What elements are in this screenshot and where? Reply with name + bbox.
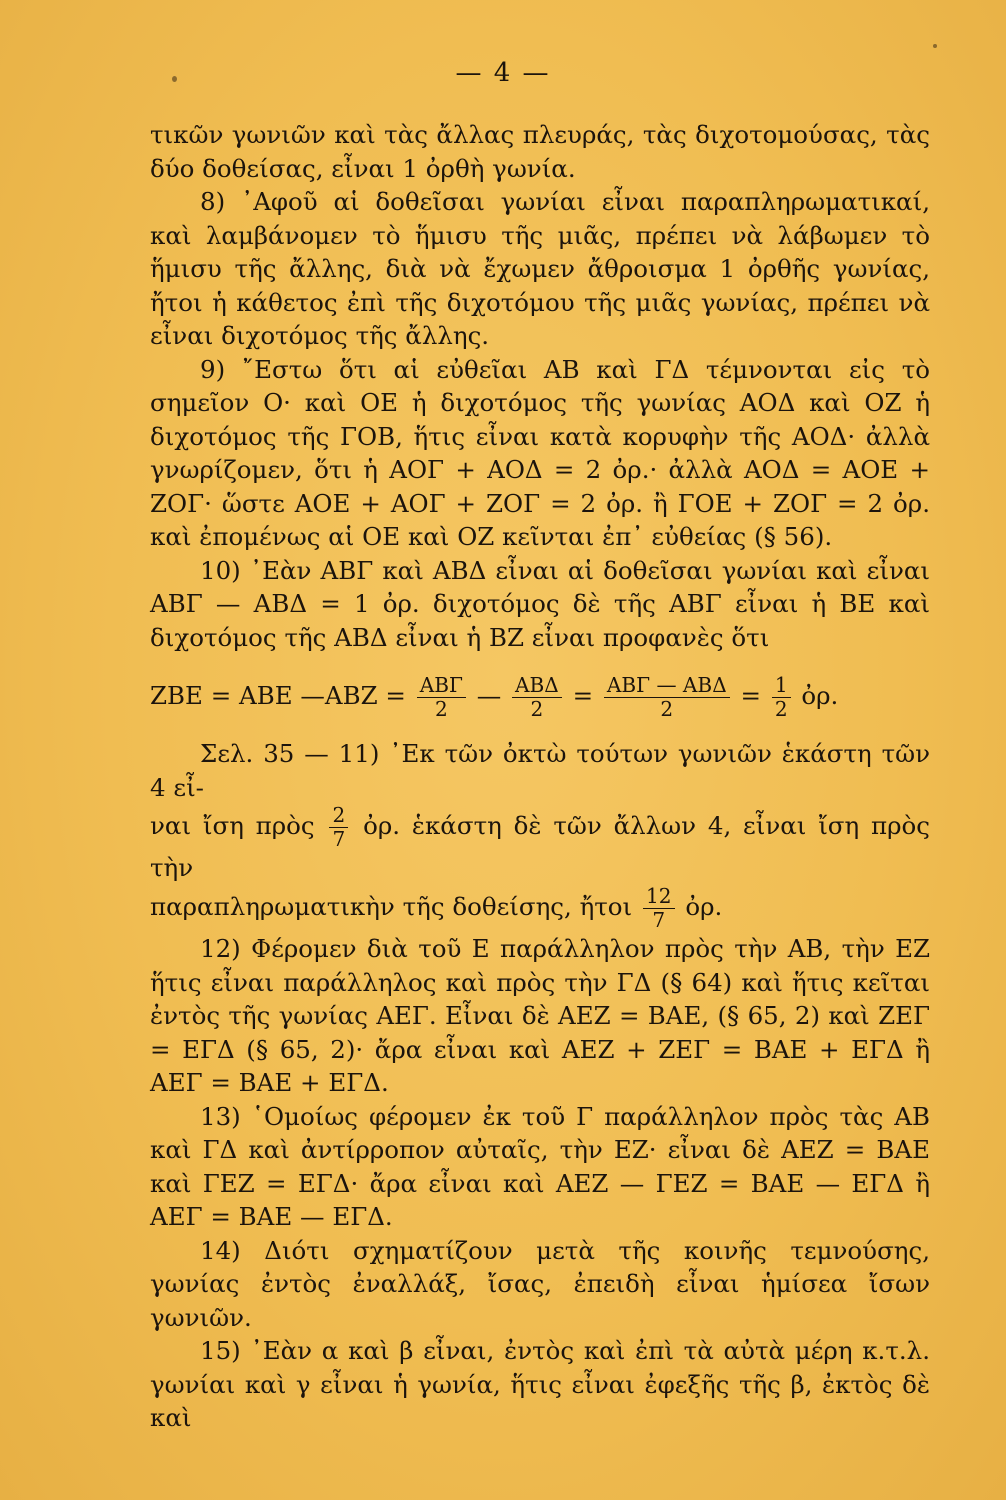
paragraph-10: 10) ᾿Εὰν ΑΒΓ καὶ ΑΒΔ εἶναι αἱ δοθεῖσαι γωνίαι καὶ εἶναι ΑΒΓ — ΑΒΔ = 1 ὀρ. διχοτόμος δὲ τῆς ΑΒΓ εἶναι ἡ ΒΕ καὶ διχοτόμος τῆς ΑΒΔ εἶναι ἡ ΒΖ εἶναι προφανὲς ὅτι	[150, 555, 930, 652]
equation-equals: =	[740, 681, 762, 711]
ink-speck	[933, 44, 937, 48]
page-body	[150, 118, 930, 1435]
section-35-line-1: Σελ. 35 — 11) ᾿Εκ τῶν ὀκτὼ τούτων γωνιῶν ἑκάστη τῶν 4 εἶ-	[150, 739, 930, 802]
page-number: — 4 —	[455, 58, 551, 88]
fraction-abd-over-2: $\frac{\text{ΑΒΔ}}{2}$	[512, 674, 562, 721]
equation-minus: —	[476, 681, 502, 711]
paragraph-13: 13) ῾Ομοίως φέρομεν ἐκ τοῦ Γ παράλληλον πρὸς τὰς ΑΒ καὶ ΓΔ καὶ ἀντίρροπον αὐταῖς, τὴν ΕΖ· εἶναι δὲ ΑΕΖ = ΒΑΕ καὶ ΓΕΖ = ΕΓΔ· ἄρα εἶναι καὶ ΑΕΖ — ΓΕΖ = ΒΑΕ — ΕΓΔ ἢ ΑΕΓ = ΒΑΕ — ΕΓΔ.	[150, 1101, 930, 1232]
section-35-line-2: ναι ἴση πρὸς $\frac{2}{7}$ ὀρ. ἑκάστη δὲ τῶν ἄλλων 4, εἶναι ἴση πρὸς τὴν	[150, 803, 930, 883]
paragraph-12: 12) Φέρομεν διὰ τοῦ Ε παράλληλον πρὸς τὴν ΑΒ, τὴν ΕΖ ἥτις εἶναι παράλληλος καὶ πρὸς τὴν ΓΔ (§ 64) καὶ ἥτις κεῖται ἐντὸς τῆς γωνίας ΑΕΓ. Εἶναι δὲ ΑΕΖ = ΒΑΕ, (§ 65, 2) καὶ ΖΕΓ = ΕΓΔ (§ 65, 2)· ἄρα εἶναι καὶ ΑΕΖ + ΖΕΓ = ΒΑΕ + ΕΓΔ ἢ ΑΕΓ = ΒΑΕ + ΕΓΔ.	[150, 934, 930, 1098]
fraction-twelve-sevenths: $\frac{12}{7}$	[643, 885, 675, 932]
section-35-line-3: παραπληρωματικὴν τῆς δοθείσης, ἤτοι $\frac{12}{7}$ ὀρ.	[150, 883, 723, 932]
fraction-one-half: $\frac{1}{2}$	[772, 674, 791, 721]
paragraph-9: 9) ῎Εστω ὅτι αἱ εὐθεῖαι ΑΒ καὶ ΓΔ τέμνονται εἰς τὸ σημεῖον Ο· καὶ ΟΕ ἡ διχοτόμος τῆς γωνίας ΑΟΔ καὶ ΟΖ ἡ διχοτόμος τῆς ΓΟΒ, ἥτις εἶναι κατὰ κορυφὴν τῆς ΑΟΔ· ἀλλὰ γνωρίζομεν, ὅτι ἡ ΑΟΓ + ΑΟΔ = 2 ὀρ.· ἀλλὰ ΑΟΔ = ΑΟΕ + ΖΟΓ· ὥστε ΑΟΕ + ΑΟΓ + ΖΟΓ = 2 ὀρ. ἢ ΓΟΕ + ΖΟΓ = 2 ὀρ. καὶ ἐπομένως αἱ ΟΕ καὶ ΟΖ κεῖνται ἐπ᾿ εὐθείας (§ 56).	[150, 354, 930, 551]
paragraph-15: 15) ᾿Εὰν α καὶ β εἶναι, ἐντὸς καὶ ἐπὶ τὰ αὐτὰ μέρη κ.τ.λ. γωνίαι καὶ γ εἶναι ἡ γωνία, ἥτις εἶναι ἐφεξῆς τῆς β, ἐκτὸς δὲ καὶ	[150, 1336, 930, 1433]
fraction-abg-over-2: $\frac{\text{ΑΒΓ}}{2}$	[417, 674, 466, 721]
equation-equals: =	[572, 681, 594, 711]
equation-zbe	[150, 674, 930, 721]
equation-lhs: ΖΒΕ = ΑΒΕ —ΑΒΖ =	[150, 681, 406, 711]
paragraph-8: 8) ᾿Αφοῦ αἱ δοθεῖσαι γωνίαι εἶναι παραπληρωματικαί, καὶ λαμβάνομεν τὸ ἥμισυ τῆς μιᾶς, πρέπει νὰ λάβωμεν τὸ ἥμισυ τῆς ἄλλης, διὰ νὰ ἔχωμεν ἄθροισμα 1 ὀρθῆς γωνίας, ἤτοι ἡ κάθετος ἐπὶ τῆς διχοτόμου τῆς μιᾶς γωνίας, πρέπει νὰ εἶναι διχοτόμος τῆς ἄλλης.	[150, 187, 930, 350]
paragraph-continuation: τικῶν γωνιῶν καὶ τὰς ἄλλας πλευράς, τὰς διχοτομούσας, τὰς δύο δοθείσας, εἶναι 1 ὀρθὴ γωνία.	[150, 120, 930, 183]
equation-unit: ὀρ.	[801, 681, 839, 711]
fraction-difference-over-2: $\frac{\text{ΑΒΓ — ΑΒΔ}}{2}$	[604, 674, 730, 721]
fraction-two-sevenths: $\frac{2}{7}$	[329, 804, 348, 851]
paragraph-14: 14) Διότι σχηματίζουν μετὰ τῆς κοινῆς τεμνούσης, γωνίας ἐντὸς ἐναλλάξ, ἴσας, ἐπειδὴ εἶναι ἡμίσεα ἴσων γωνιῶν.	[150, 1235, 930, 1332]
